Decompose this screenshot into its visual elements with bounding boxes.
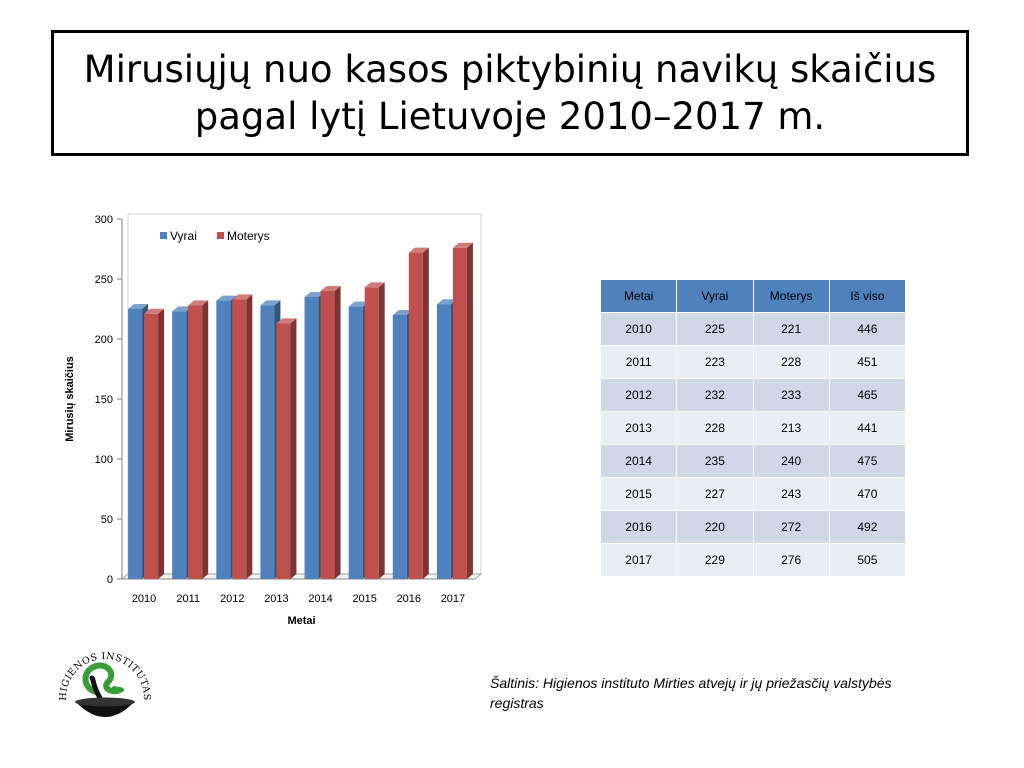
legend-label-vyrai: Vyrai xyxy=(170,229,197,243)
x-tick-label: 2016 xyxy=(396,593,422,605)
y-tick-label: 200 xyxy=(94,334,113,346)
slide-title: Mirusiųjų nuo kasos piktybinių navikų skaičius pagal lytį Lietuvoje 2010–2017 m. xyxy=(83,47,937,138)
table-body xyxy=(601,313,906,577)
table-cell: 235 xyxy=(677,445,753,478)
y-tick-label: 250 xyxy=(94,274,113,286)
table-cell: 446 xyxy=(829,313,905,346)
table-row xyxy=(601,313,906,346)
table-cell: 240 xyxy=(753,445,829,478)
table-cell: 225 xyxy=(677,313,753,346)
bar-moterys-2015 xyxy=(365,282,385,579)
table-cell: 470 xyxy=(829,478,905,511)
table-row xyxy=(601,511,906,544)
table-cell: 2015 xyxy=(601,478,677,511)
legend-label-moterys: Moterys xyxy=(227,229,270,243)
bar-moterys-2016 xyxy=(409,248,429,579)
table-row xyxy=(601,544,906,577)
legend-swatch-moterys xyxy=(217,232,224,239)
table-cell: 451 xyxy=(829,346,905,379)
x-tick-label: 2010 xyxy=(131,593,157,605)
legend-swatch-vyrai xyxy=(160,232,167,239)
table-cell: 2013 xyxy=(601,412,677,445)
bar-moterys-2011 xyxy=(188,300,208,579)
table-cell: 2010 xyxy=(601,313,677,346)
y-tick-label: 50 xyxy=(100,514,113,526)
table-row xyxy=(601,445,906,478)
bar-moterys-2013 xyxy=(276,318,296,579)
table-cell: 441 xyxy=(829,412,905,445)
table-row xyxy=(601,379,906,412)
table-row xyxy=(601,412,906,445)
bar-moterys-2014 xyxy=(321,286,341,579)
table-cell: 465 xyxy=(829,379,905,412)
bar-moterys-2012 xyxy=(232,294,252,579)
table-cell: 2011 xyxy=(601,346,677,379)
table-cell: 2017 xyxy=(601,544,677,577)
table-header-cell: Iš viso xyxy=(829,280,905,313)
bar-moterys-2010 xyxy=(144,309,164,579)
svg-text:HIGIENOS INSTITUTAS xyxy=(58,651,152,701)
table-cell: 228 xyxy=(753,346,829,379)
table-cell: 475 xyxy=(829,445,905,478)
table-cell: 220 xyxy=(677,511,753,544)
table-cell: 272 xyxy=(753,511,829,544)
x-axis-title: Metai xyxy=(287,615,316,627)
data-table xyxy=(600,279,906,577)
table-cell: 243 xyxy=(753,478,829,511)
y-tick-label: 300 xyxy=(94,214,113,226)
table-cell: 2012 xyxy=(601,379,677,412)
table-cell: 232 xyxy=(677,379,753,412)
x-tick-label: 2015 xyxy=(352,593,377,605)
table-cell: 276 xyxy=(753,544,829,577)
table-header-cell: Moterys xyxy=(753,280,829,313)
x-tick-label: 2011 xyxy=(176,593,201,605)
y-tick-label: 100 xyxy=(94,454,113,466)
table-header-cell: Metai xyxy=(601,280,677,313)
higienos-institutas-logo xyxy=(52,632,158,734)
table-cell: 492 xyxy=(829,511,905,544)
table-cell: 221 xyxy=(753,313,829,346)
table-cell: 2014 xyxy=(601,445,677,478)
bar-moterys-2017 xyxy=(453,243,473,579)
table-cell: 223 xyxy=(677,346,753,379)
table-cell: 2016 xyxy=(601,511,677,544)
logo-text: HIGIENOS INSTITUTAS xyxy=(57,650,153,701)
slide-title-box xyxy=(51,30,969,156)
table-cell: 233 xyxy=(753,379,829,412)
table-cell: 229 xyxy=(677,544,753,577)
y-tick-label: 0 xyxy=(106,574,113,586)
source-note: Šaltinis: Higienos instituto Mirties atvejų ir jų priežasčių valstybės registras xyxy=(490,675,892,712)
table-row xyxy=(601,478,906,511)
table-header-cell: Vyrai xyxy=(677,280,753,313)
x-tick-label: 2017 xyxy=(440,593,466,605)
table-cell: 213 xyxy=(753,412,829,445)
y-tick-label: 150 xyxy=(94,394,113,406)
y-axis-title: Mirusių skaičius xyxy=(64,356,76,442)
table-cell: 505 xyxy=(829,544,905,577)
x-tick-label: 2012 xyxy=(220,593,245,605)
x-tick-label: 2013 xyxy=(264,593,289,605)
table-cell: 228 xyxy=(677,412,753,445)
bar-chart xyxy=(55,200,495,640)
table-row xyxy=(601,346,906,379)
table-cell: 227 xyxy=(677,478,753,511)
table-header-row xyxy=(601,280,906,313)
x-tick-label: 2014 xyxy=(308,593,333,605)
